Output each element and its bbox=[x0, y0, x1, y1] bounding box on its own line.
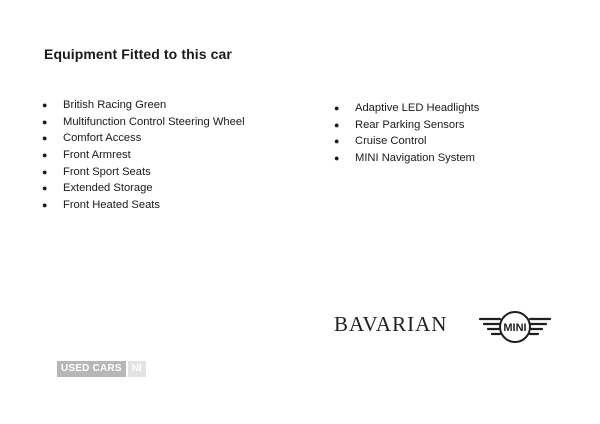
list-item bbox=[334, 100, 479, 117]
list-item bbox=[42, 180, 245, 197]
list-item bbox=[42, 197, 245, 214]
list-item bbox=[334, 150, 479, 167]
equipment-list-right bbox=[334, 100, 479, 167]
bullet-icon: ● bbox=[334, 136, 340, 147]
list-item bbox=[334, 133, 479, 150]
bullet-icon: ● bbox=[42, 116, 48, 127]
dealer-wordmark: BAVARIAN bbox=[334, 312, 448, 336]
list-item bbox=[42, 147, 245, 164]
list-item bbox=[42, 97, 245, 114]
mini-wings-logo-icon bbox=[478, 310, 552, 344]
bullet-icon: ● bbox=[42, 166, 48, 177]
equipment-item: British Racing Green bbox=[63, 99, 167, 111]
list-item bbox=[42, 164, 245, 181]
list-item bbox=[42, 130, 245, 147]
page-title: Equipment Fitted to this car bbox=[44, 46, 232, 62]
bullet-icon: ● bbox=[334, 119, 340, 130]
equipment-item: Front Heated Seats bbox=[63, 199, 161, 212]
equipment-item: Rear Parking Sensors bbox=[355, 118, 465, 131]
badge-side-text: NI bbox=[128, 361, 146, 377]
equipment-item: Front Sport Seats bbox=[63, 165, 151, 178]
bullet-icon: ● bbox=[42, 200, 48, 211]
equipment-item: Adaptive LED Headlights bbox=[355, 102, 480, 114]
bullet-icon: ● bbox=[42, 133, 48, 144]
equipment-list-left bbox=[42, 97, 245, 214]
equipment-item: Front Armrest bbox=[63, 149, 131, 162]
equipment-item: Comfort Access bbox=[63, 132, 142, 145]
equipment-item: Extended Storage bbox=[63, 182, 153, 195]
equipment-item: MINI Navigation System bbox=[355, 152, 475, 165]
list-item bbox=[42, 114, 245, 131]
bullet-icon: ● bbox=[42, 100, 48, 110]
logo-text: MINI bbox=[503, 322, 527, 334]
equipment-item: Cruise Control bbox=[355, 135, 427, 148]
used-cars-ni-badge bbox=[57, 361, 146, 377]
bullet-icon: ● bbox=[334, 153, 340, 164]
equipment-item: Multifunction Control Steering Wheel bbox=[63, 115, 245, 128]
badge-main-text: USED CARS bbox=[57, 361, 126, 377]
bullet-icon: ● bbox=[334, 103, 340, 113]
bullet-icon: ● bbox=[42, 183, 48, 194]
bullet-icon: ● bbox=[42, 150, 48, 161]
list-item bbox=[334, 117, 479, 134]
